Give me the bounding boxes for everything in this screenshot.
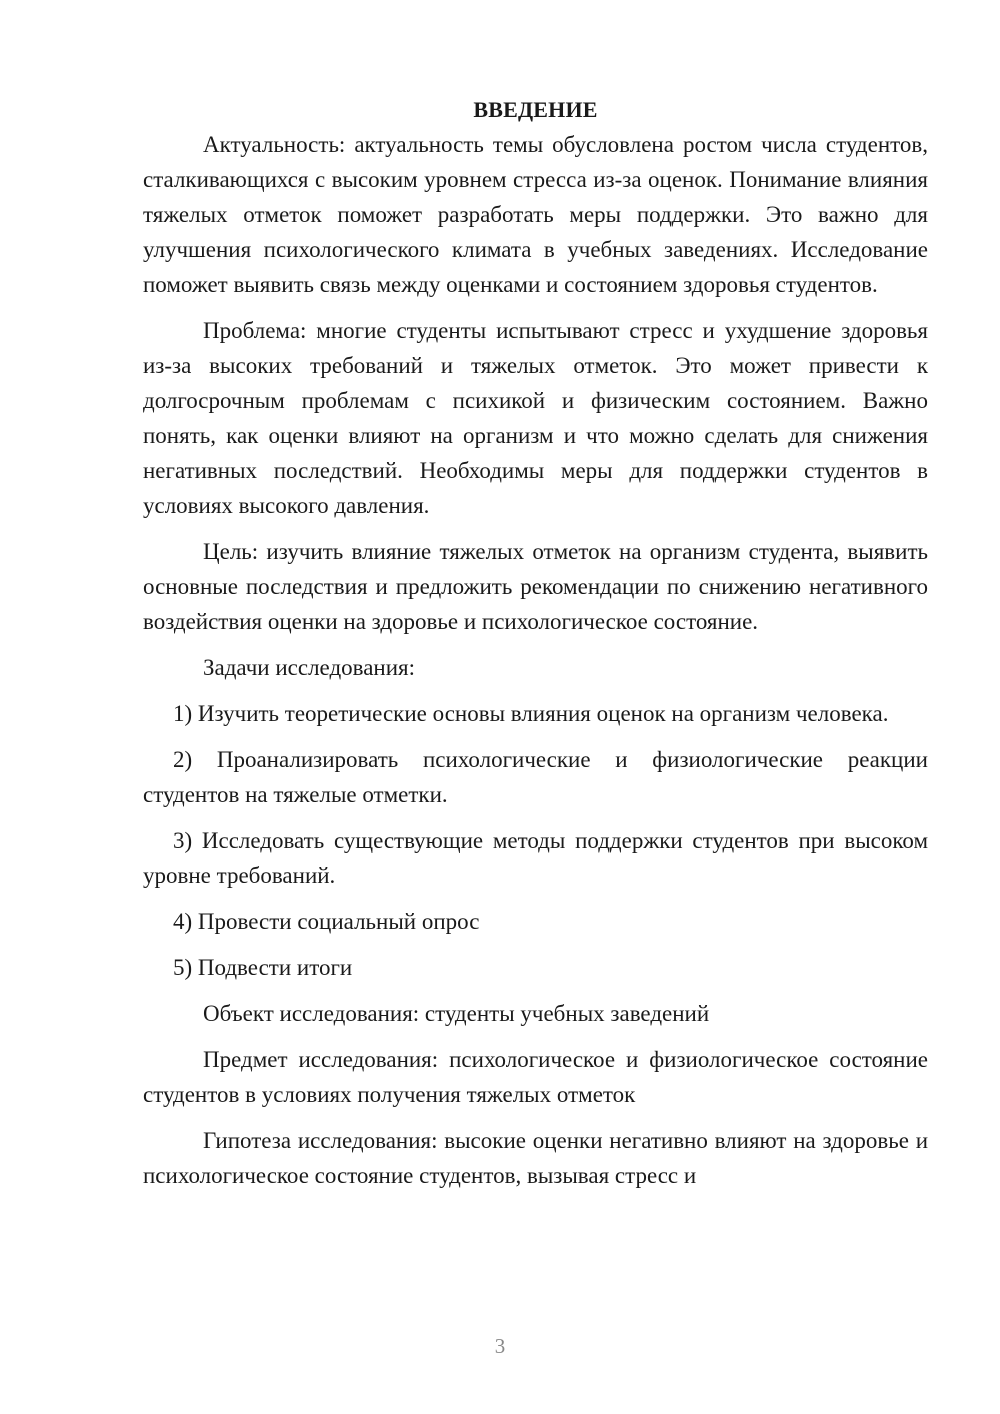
subject-paragraph: Предмет исследования: психологическое и физиологическое состояние студентов в условиях получения тяжелых отметок (143, 1047, 928, 1107)
tasks-heading: Задачи исследования: (203, 655, 416, 680)
task-item: 4) Провести социальный опрос (173, 909, 480, 934)
task-item: 3) Исследовать существующие методы поддержки студентов при высоком уровне требований. (143, 828, 928, 888)
goal-paragraph: Цель: изучить влияние тяжелых отметок на организм студента, выявить основные последствия и предложить рекомендации по снижению негативного воздействия оценки на здоровье и психологическое состояние. (143, 539, 928, 634)
task-item: 2) Проанализировать психологические и физиологические реакции студентов на тяжелые отметки. (143, 747, 928, 807)
hypothesis-paragraph: Гипотеза исследования: высокие оценки негативно влияют на здоровье и психологическое состояние студентов, вызывая стресс и (143, 1128, 928, 1188)
page-number: 3 (494, 1334, 506, 1358)
document-page (143, 92, 928, 1193)
relevance-paragraph: Актуальность: актуальность темы обусловлена ростом числа студентов, сталкивающихся с высоким уровнем стресса из-за оценок. Понимание влияния тяжелых отметок поможет разработать меры поддержки. Это важно для улучшения психологического климата в учебных заведениях. Исследование поможет выявить связь между оценками и состоянием здоровья студентов. (143, 132, 928, 297)
section-title: ВВЕДЕНИЕ (473, 97, 598, 122)
problem-paragraph: Проблема: многие студенты испытывают стресс и ухудшение здоровья из-за высоких требований и тяжелых отметок. Это может привести к долгосрочным проблемам с психикой и физическим состоянием. Важно понять, как оценки влияют на организм и что можно сделать для снижения негативных последствий. Необходимы меры для поддержки студентов в условиях высокого давления. (143, 318, 928, 518)
task-item: 1) Изучить теоретические основы влияния оценок на организм человека. (173, 701, 889, 726)
object-paragraph: Объект исследования: студенты учебных заведений (203, 1001, 710, 1026)
task-item: 5) Подвести итоги (173, 955, 353, 980)
